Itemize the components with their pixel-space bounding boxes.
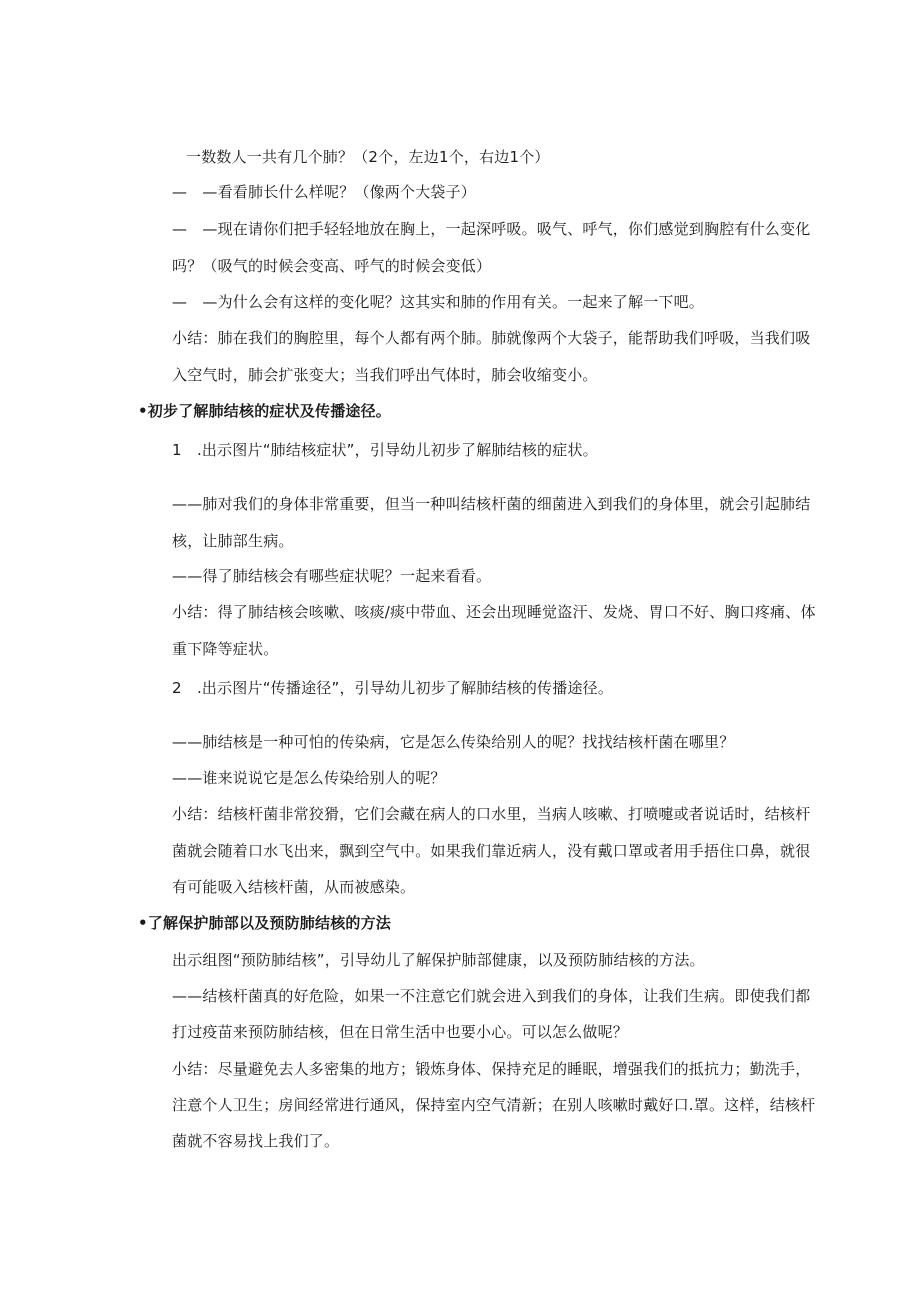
summary-line: 入空气时，肺会扩张变大；当我们呼出气体时，肺会收缩变小。 [172, 366, 598, 384]
text-line: 出示组图“预防肺结核”，引导幼儿了解保护肺部健康，以及预防肺结核的方法。 [172, 951, 705, 969]
text-line: 吗？（吸气的时候会变高、呼气的时候会变低） [172, 257, 492, 275]
summary-line: 小结：尽量避免去人多密集的地方；锻炼身体、保持充足的睡眠，增强我们的抵抗力；勤洗手， [172, 1060, 811, 1078]
summary-line: 小结：肺在我们的胸腔里，每个人都有两个肺。肺就像两个大袋子，能帮助我们呼吸，当我们吸 [172, 329, 811, 347]
summary-line: 小结：结核杆菌非常狡猾，它们会藏在病人的口水里，当病人咳嗽、打喷嚏或者说话时，结核杆 [172, 805, 811, 823]
text-line: — —为什么会有这样的变化呢？这其实和肺的作用有关。一起来了解一下吧。 [172, 293, 705, 311]
step-line: 1 .出示图片“肺结核症状”，引导幼儿初步了解肺结核的症状。 [172, 441, 598, 459]
text-line: 打过疫苗来预防肺结核，但在日常生活中也要小心。可以怎么做呢？ [172, 1023, 629, 1041]
text-line: — —看看肺长什么样呢？（像两个大袋子） [172, 183, 477, 201]
text-line: ——结核杆菌真的好危险，如果一不注意它们就会进入到我们的身体，让我们生病。即使我们都 [172, 987, 811, 1005]
text-line: ——谁来说说它是怎么传染给别人的呢？ [172, 769, 446, 787]
summary-line: 菌就不容易找上我们了。 [172, 1132, 340, 1150]
summary-line: 有可能吸入结核杆菌，从而被感染。 [172, 878, 416, 896]
summary-line: 注意个人卫生；房间经常进行通风，保持室内空气清新；在别人咳嗽时戴好口.罩。这样，结核杆 [172, 1096, 816, 1114]
text-line: — —现在请你们把手轻轻地放在胸上，一起深呼吸。吸气、呼气，你们感觉到胸腔有什么变化 [172, 220, 811, 238]
section-heading: •了解保护肺部以及预防肺结核的方法 [138, 914, 391, 932]
summary-line: 重下降等症状。 [172, 640, 279, 658]
text-line: ——得了肺结核会有哪些症状呢？一起来看看。 [172, 567, 492, 585]
text-line: 核，让肺部生病。 [172, 532, 294, 550]
text-line: ——肺结核是一种可怕的传染病，它是怎么传染给别人的呢？找找结核杆菌在哪里？ [172, 733, 735, 751]
summary-line: 菌就会随着口水飞出来，飘到空气中。如果我们靠近病人，没有戴口罩或者用手捂住口鼻，就很 [172, 842, 811, 860]
step-line: 2 .出示图片“传播途径”，引导幼儿初步了解肺结核的传播途径。 [172, 679, 614, 697]
text-line: 一数数人一共有几个肺？（2个，左边1个，右边1个） [186, 148, 550, 166]
text-line: ——肺对我们的身体非常重要，但当一种叫结核杆菌的细菌进入到我们的身体里，就会引起肺结 [172, 495, 811, 513]
section-heading: •初步了解肺结核的症状及传播途径。 [138, 402, 391, 420]
summary-line: 小结：得了肺结核会咳嗽、咳痰/痰中带血、还会出现睡觉盗汗、发烧、胃口不好、胸口疼痛、体 [172, 603, 816, 621]
